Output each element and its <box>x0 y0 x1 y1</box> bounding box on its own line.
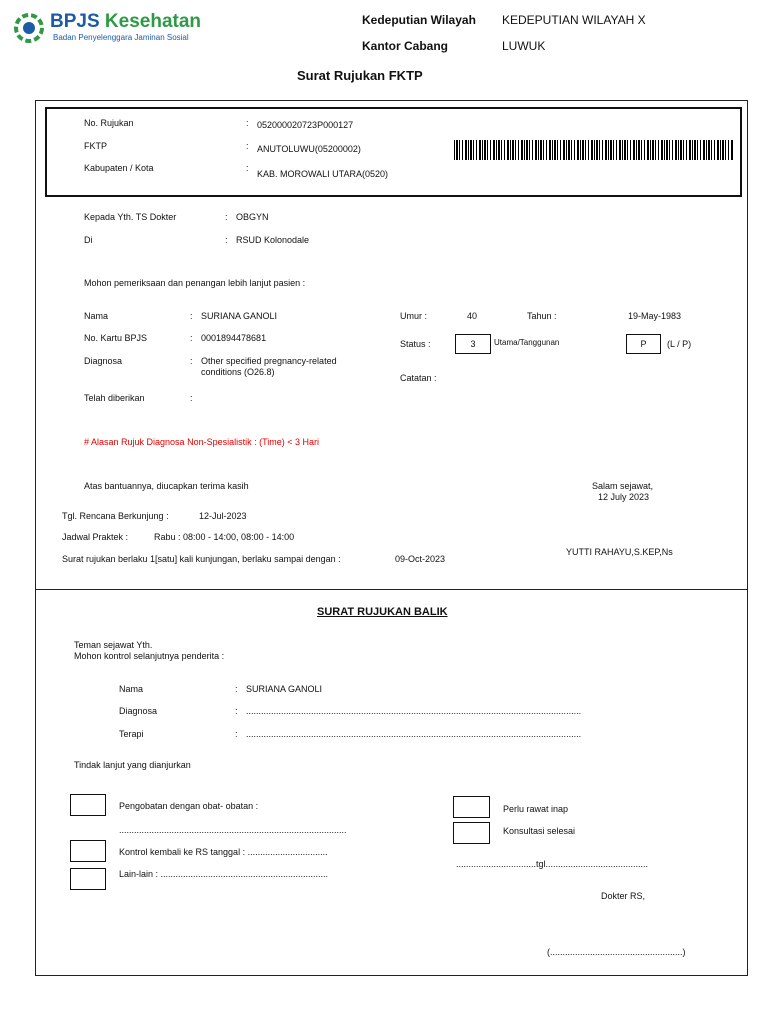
fktp-value: ANUTOLUWU(05200002) <box>257 144 361 154</box>
signer-name: YUTTI RAHAYU,S.KEP,Ns <box>566 547 673 557</box>
pengobatan-label: Pengobatan dengan obat- obatan : <box>119 801 259 811</box>
telah-label: Telah diberikan <box>84 393 145 403</box>
page-title: Surat Rujukan FKTP <box>297 68 423 83</box>
kantor-label: Kantor Cabang <box>362 39 449 53</box>
balik-nama-value: SURIANA GANOLI <box>246 684 323 694</box>
kabupaten-label: Kabupaten / Kota <box>84 163 154 173</box>
diagnosa-value-line1: Other specified pregnancy-related <box>201 356 337 366</box>
status-box: 3 <box>455 334 491 354</box>
kartu-label: No. Kartu BPJS <box>84 333 148 343</box>
dokter-rs-label: Dokter RS, <box>601 891 646 901</box>
kabupaten-value: KAB. MOROWALI UTARA(0520) <box>257 169 389 179</box>
kontrol-checkbox[interactable] <box>70 840 106 862</box>
colon: : <box>246 141 249 151</box>
di-value: RSUD Kolonodale <box>236 235 310 245</box>
colon: : <box>235 684 238 694</box>
colon: : <box>225 212 228 222</box>
no-rujukan-label: No. Rujukan <box>84 118 134 128</box>
kantor-value: LUWUK <box>502 39 546 53</box>
colon: : <box>235 706 238 716</box>
logo-tagline: Badan Penyelenggara Jaminan Sosial <box>53 33 189 42</box>
rawat-inap-checkbox[interactable] <box>453 796 490 818</box>
tahun-value: 19-May-1983 <box>628 311 682 321</box>
konsultasi-checkbox[interactable] <box>453 822 490 844</box>
colon: : <box>246 118 249 128</box>
lain-lain-checkbox[interactable] <box>70 868 106 890</box>
rencana-value: 12-Jul-2023 <box>199 511 247 521</box>
document-frame <box>35 100 748 976</box>
nama-value: SURIANA GANOLI <box>201 311 278 321</box>
tindak-lanjut-text: Tindak lanjut yang dianjurkan <box>74 760 191 770</box>
gender-desc: (L / P) <box>667 339 692 349</box>
colon: : <box>190 311 193 321</box>
pengobatan-checkbox[interactable] <box>70 794 106 816</box>
colon: : <box>190 393 193 403</box>
balik-diagnosa-label: Diagnosa <box>119 706 158 716</box>
pengobatan-line[interactable]: ........................................................................................... <box>119 825 347 835</box>
umur-value: 40 <box>467 311 478 321</box>
kartu-value: 0001894478681 <box>201 333 267 343</box>
di-label: Di <box>84 235 93 245</box>
rawat-inap-label: Perlu rawat inap <box>503 804 569 814</box>
tgl-line[interactable]: ................................tgl......................................... <box>456 859 649 869</box>
thanks-text: Atas bantuannya, diucapkan terima kasih <box>84 481 249 491</box>
alasan-rujuk-note: # Alasan Rujuk Diagnosa Non-Spesialistik : (Time) < 3 Hari <box>84 437 320 447</box>
catatan-label: Catatan : <box>400 373 437 383</box>
jadwal-value: Rabu : 08:00 - 14:00, 08:00 - 14:00 <box>154 532 295 542</box>
fktp-label: FKTP <box>84 141 108 151</box>
kepada-value: OBGYN <box>236 212 269 222</box>
kontrol-label: Kontrol kembali ke RS tanggal : ................................ <box>119 847 328 857</box>
balik-diagnosa-line[interactable]: ...................................................................................................................................... <box>246 706 582 716</box>
balik-mohon: Mohon kontrol selanjutnya penderita : <box>74 651 225 661</box>
colon: : <box>190 333 193 343</box>
balik-teman: Teman sejawat Yth. <box>74 640 153 650</box>
colon: : <box>246 163 249 173</box>
logo-brand-bpjs: BPJS <box>50 11 100 32</box>
kedeputian-label: Kedeputian Wilayah <box>362 13 476 27</box>
letter-date: 12 July 2023 <box>598 492 650 502</box>
section-divider <box>35 589 748 590</box>
nama-label: Nama <box>84 311 109 321</box>
bpjs-logo-icon <box>14 13 44 43</box>
diagnosa-value-line2: conditions (O26.8) <box>201 367 275 377</box>
logo-brand-kesehatan: Kesehatan <box>104 11 202 32</box>
tahun-label: Tahun : <box>527 311 557 321</box>
jadwal-label: Jadwal Praktek : <box>62 532 129 542</box>
diagnosa-label: Diagnosa <box>84 356 123 366</box>
request-text: Mohon pemeriksaan dan penangan lebih lanjut pasien : <box>84 278 306 288</box>
berlaku-value: 09-Oct-2023 <box>395 554 446 564</box>
colon: : <box>190 356 193 366</box>
balik-title: SURAT RUJUKAN BALIK <box>317 606 448 618</box>
konsultasi-label: Konsultasi selesai <box>503 826 576 836</box>
umur-label: Umur : <box>400 311 427 321</box>
colon: : <box>225 235 228 245</box>
no-rujukan-value: 052000020723P000127 <box>257 120 354 130</box>
kepada-label: Kepada Yth. TS Dokter <box>84 212 177 222</box>
barcode-image <box>454 140 733 160</box>
colon: : <box>235 729 238 739</box>
gender-box: P <box>626 334 661 354</box>
balik-nama-label: Nama <box>119 684 144 694</box>
kedeputian-value: KEDEPUTIAN WILAYAH X <box>502 13 646 27</box>
berlaku-label: Surat rujukan berlaku 1[satu] kali kunjungan, berlaku sampai dengan : <box>62 554 341 564</box>
balik-terapi-label: Terapi <box>119 729 144 739</box>
balik-terapi-line[interactable]: ...................................................................................................................................... <box>246 729 582 739</box>
status-desc: Utama/Tanggunan <box>494 338 560 347</box>
status-label: Status : <box>400 339 431 349</box>
rencana-label: Tgl. Rencana Berkunjung : <box>62 511 169 521</box>
signature-line[interactable]: (.....................................................) <box>547 947 686 957</box>
lain-lain-label: Lain-lain : ................................................................... <box>119 869 329 879</box>
salam-text: Salam sejawat, <box>592 481 654 491</box>
